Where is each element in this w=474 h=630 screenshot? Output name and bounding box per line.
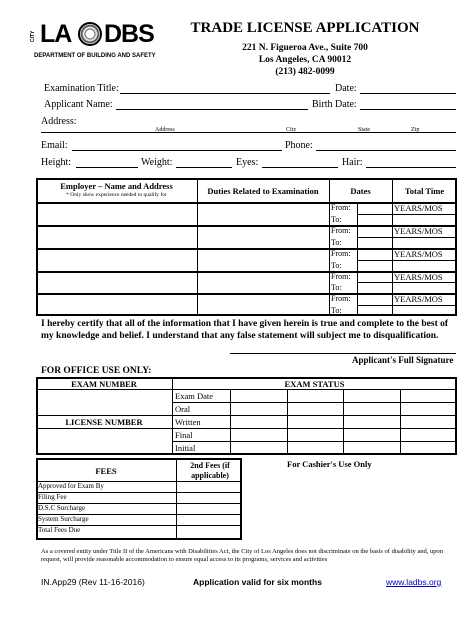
zip-sublabel: Zip <box>411 127 420 133</box>
to-label: To: <box>331 238 342 247</box>
fee-item-label: Approved for Exam By <box>38 482 104 490</box>
certify-text: I hereby certify that all of the information that I have given herein is true and complete to the best of my knowledge and belief. I understand that any false statement will subject me to disqualification. <box>41 319 449 341</box>
second-fees-header: 2nd Fees (if applicable) <box>190 461 230 480</box>
logo-dbs: DBS <box>104 20 154 48</box>
exam-status-final: Final <box>175 430 193 440</box>
height-label: Height: <box>41 157 71 168</box>
fee-item-label: Filing Fee <box>38 493 67 501</box>
fee-item-label: Total Fees Due <box>38 526 81 534</box>
signature-label: Applicant's Full Signature <box>352 355 454 365</box>
logo-city-label: CITY <box>30 30 36 42</box>
employer-name-address-cell[interactable] <box>38 227 195 246</box>
birth-date-field[interactable] <box>360 109 456 110</box>
weight-label: Weight: <box>141 157 173 168</box>
phone-field[interactable] <box>316 150 456 151</box>
hair-label: Hair: <box>342 157 363 168</box>
employer-col-note: * Only show experience needed to qualify for <box>66 192 167 198</box>
signature-line[interactable] <box>230 353 456 354</box>
license-number-label: LICENSE NUMBER <box>65 417 143 427</box>
ladbs-logo <box>30 20 170 66</box>
eyes-field[interactable] <box>262 167 338 168</box>
ada-statement: As a covered entity under Title II of the Americans with Disabilities Act, the City of Los Angeles does not discriminate on the basis of disability and, upon request, will provide reasonable accommodation to ensure equal access to its programs, services and activities <box>41 548 444 563</box>
employer-name-address-cell[interactable] <box>38 204 195 223</box>
years-mos-label: YEARS/MOS <box>394 272 443 282</box>
from-label: From: <box>331 294 351 303</box>
address-label: Address: <box>41 116 77 127</box>
eyes-label: Eyes: <box>236 157 259 168</box>
hair-field[interactable] <box>366 167 456 168</box>
state-sublabel: State <box>358 127 370 133</box>
duties-cell[interactable] <box>199 273 327 291</box>
validity-note: Application valid for six months <box>193 577 322 587</box>
date-field[interactable] <box>360 93 456 94</box>
from-label: From: <box>331 203 351 212</box>
from-label: From: <box>331 272 351 281</box>
years-mos-label: YEARS/MOS <box>394 249 443 259</box>
to-label: To: <box>331 283 342 292</box>
to-label: To: <box>331 306 342 315</box>
email-label: Email: <box>41 140 68 151</box>
height-field[interactable] <box>76 167 138 168</box>
phone-label: Phone: <box>285 140 313 151</box>
from-label: From: <box>331 249 351 258</box>
address-line-1: 221 N. Figueroa Ave., Suite 700 <box>242 43 368 53</box>
duties-cell[interactable] <box>199 227 327 246</box>
exam-status-header: EXAM STATUS <box>284 379 345 389</box>
form-id: IN.App29 (Rev 11-16-2016) <box>41 577 145 587</box>
email-field[interactable] <box>72 150 282 151</box>
applicant-name-field[interactable] <box>116 109 308 110</box>
duties-cell[interactable] <box>199 295 327 314</box>
to-label: To: <box>331 261 342 270</box>
employer-name-address-cell[interactable] <box>38 295 195 314</box>
years-mos-label: YEARS/MOS <box>394 294 443 304</box>
exam-status-initial: Initial <box>175 443 196 453</box>
to-label: To: <box>331 215 342 224</box>
cashier-label: For Cashier's Use Only <box>287 459 372 469</box>
website-link[interactable]: www.ladbs.org <box>386 577 442 587</box>
dates-col-header: Dates <box>350 186 371 196</box>
exam-status-oral: Oral <box>175 404 191 414</box>
from-label: From: <box>331 226 351 235</box>
fee-item-label: D.S.C Surcharge <box>38 504 86 512</box>
logo-dept: DEPARTMENT OF BUILDING AND SAFETY <box>34 53 156 59</box>
employer-name-address-cell[interactable] <box>38 250 195 269</box>
duties-cell[interactable] <box>199 250 327 269</box>
exam-status-exam-date: Exam Date <box>175 391 213 401</box>
exam-title-field[interactable] <box>120 93 330 94</box>
exam-title-label: Examination Title: <box>44 83 119 94</box>
date-label: Date: <box>335 83 357 94</box>
address-field[interactable] <box>41 132 456 133</box>
total-time-col-header: Total Time <box>404 186 445 196</box>
exam-status-written: Written <box>175 417 201 427</box>
birth-date-label: Birth Date: <box>312 99 357 110</box>
address-sublabel: Address <box>155 127 175 133</box>
exam-number-header: EXAM NUMBER <box>71 379 137 389</box>
office-use-title: FOR OFFICE USE ONLY: <box>41 366 152 376</box>
fees-header: FEES <box>95 466 117 476</box>
weight-field[interactable] <box>176 167 232 168</box>
city-seal-icon <box>78 22 102 46</box>
duties-cell[interactable] <box>199 204 327 223</box>
city-sublabel: City <box>286 127 297 133</box>
employer-col-header: Employer – Name and Address <box>60 181 173 191</box>
phone-number: (213) 482-0099 <box>275 67 335 77</box>
years-mos-label: YEARS/MOS <box>394 203 443 213</box>
fee-item-label: System Surcharge <box>38 515 89 523</box>
years-mos-label: YEARS/MOS <box>394 226 443 236</box>
duties-col-header: Duties Related to Examination <box>207 186 319 196</box>
address-line-2: Los Angeles, CA 90012 <box>258 55 352 65</box>
applicant-name-label: Applicant Name: <box>44 99 113 110</box>
form-title: TRADE LICENSE APPLICATION <box>190 20 420 36</box>
logo-la: LA <box>40 20 72 48</box>
employer-name-address-cell[interactable] <box>38 273 195 291</box>
